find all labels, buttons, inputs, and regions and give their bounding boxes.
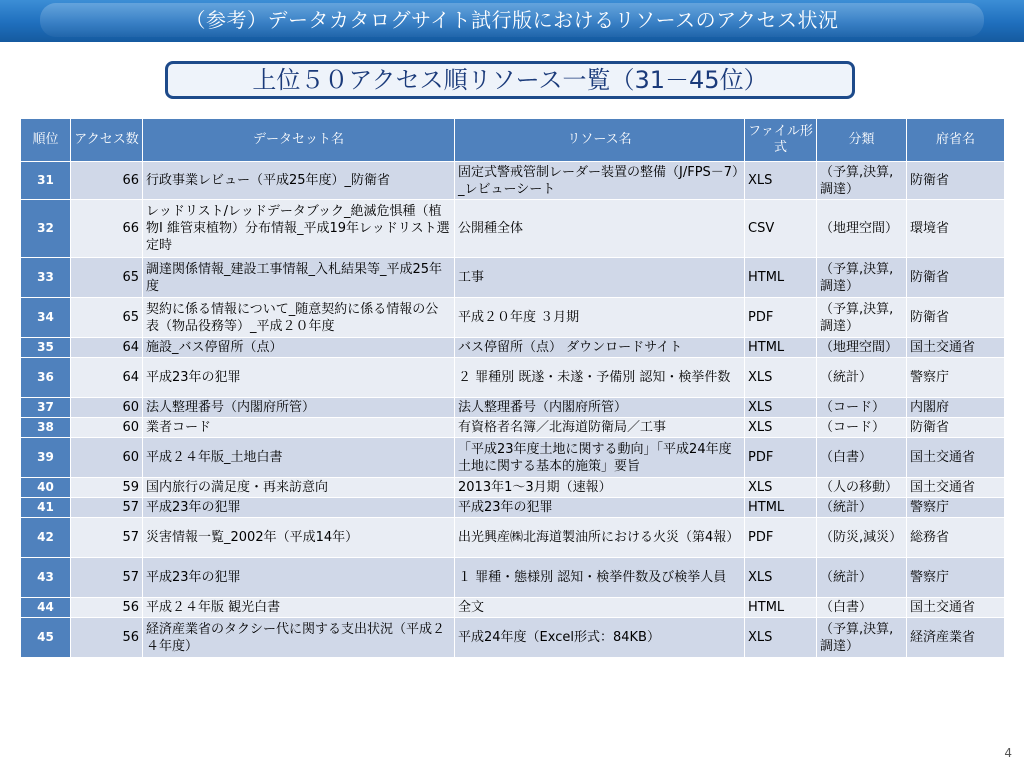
- category-cell: （コード）: [817, 398, 907, 418]
- resource-name-cell: 公開種全体: [455, 200, 745, 258]
- file-format-cell: XLS: [745, 358, 817, 398]
- file-format-cell: XLS: [745, 558, 817, 598]
- category-cell: （地理空間）: [817, 200, 907, 258]
- access-count-cell: 59: [71, 478, 143, 498]
- table-row: [21, 258, 1005, 298]
- ministry-cell: 国土交通省: [907, 478, 1005, 498]
- page-number: 4: [1004, 746, 1012, 760]
- dataset-name-cell: 災害情報一覧_2002年（平成14年）: [143, 518, 455, 558]
- resource-name-cell: 「平成23年度土地に関する動向」「平成24年度土地に関する基本的施策」要旨: [455, 438, 745, 478]
- column-header-rank: 順位: [21, 119, 71, 162]
- dataset-name-cell: 平成２４年版_土地白書: [143, 438, 455, 478]
- dataset-name-cell: 国内旅行の満足度・再来訪意向: [143, 478, 455, 498]
- rank-cell: 45: [21, 618, 71, 658]
- file-format-cell: XLS: [745, 162, 817, 200]
- rank-cell: 44: [21, 598, 71, 618]
- ministry-cell: 環境省: [907, 200, 1005, 258]
- table-header-row: [21, 119, 1005, 162]
- file-format-cell: XLS: [745, 618, 817, 658]
- column-header-access: アクセス数: [71, 119, 143, 162]
- dataset-name-cell: 平成23年の犯罪: [143, 558, 455, 598]
- category-cell: （統計）: [817, 358, 907, 398]
- resource-name-cell: 平成２０年度 ３月期: [455, 298, 745, 338]
- dataset-name-cell: 経済産業省のタクシー代に関する支出状況（平成２４年度）: [143, 618, 455, 658]
- ministry-cell: 防衛省: [907, 258, 1005, 298]
- ministry-cell: 警察庁: [907, 358, 1005, 398]
- table-row: [21, 358, 1005, 398]
- dataset-name-cell: 業者コード: [143, 418, 455, 438]
- dataset-name-cell: 法人整理番号（内閣府所管）: [143, 398, 455, 418]
- column-header-category: 分類: [817, 119, 907, 162]
- rank-cell: 40: [21, 478, 71, 498]
- access-count-cell: 65: [71, 298, 143, 338]
- category-cell: （地理空間）: [817, 338, 907, 358]
- resource-name-cell: 出光興産㈱北海道製油所における火災（第4報）: [455, 518, 745, 558]
- access-count-cell: 57: [71, 558, 143, 598]
- dataset-name-cell: 平成２４年版 観光白書: [143, 598, 455, 618]
- category-cell: （防災,減災）: [817, 518, 907, 558]
- category-cell: （予算,決算,調達）: [817, 298, 907, 338]
- file-format-cell: HTML: [745, 498, 817, 518]
- access-count-cell: 60: [71, 398, 143, 418]
- file-format-cell: HTML: [745, 258, 817, 298]
- resource-name-cell: 全文: [455, 598, 745, 618]
- access-count-cell: 64: [71, 358, 143, 398]
- rank-cell: 39: [21, 438, 71, 478]
- table-row: [21, 558, 1005, 598]
- category-cell: （白書）: [817, 438, 907, 478]
- file-format-cell: CSV: [745, 200, 817, 258]
- ministry-cell: 防衛省: [907, 298, 1005, 338]
- category-cell: （統計）: [817, 498, 907, 518]
- resource-name-cell: 2013年1～3月期（速報）: [455, 478, 745, 498]
- column-header-dataset: データセット名: [143, 119, 455, 162]
- file-format-cell: HTML: [745, 338, 817, 358]
- resource-name-cell: ２ 罪種別 既遂・未遂・予備別 認知・検挙件数: [455, 358, 745, 398]
- access-count-cell: 66: [71, 200, 143, 258]
- resource-name-cell: バス停留所（点） ダウンロードサイト: [455, 338, 745, 358]
- category-cell: （予算,決算,調達）: [817, 162, 907, 200]
- access-count-cell: 64: [71, 338, 143, 358]
- access-count-cell: 66: [71, 162, 143, 200]
- table-row: [21, 498, 1005, 518]
- rank-cell: 38: [21, 418, 71, 438]
- access-count-cell: 60: [71, 438, 143, 478]
- access-count-cell: 65: [71, 258, 143, 298]
- resource-name-cell: 法人整理番号（内閣府所管）: [455, 398, 745, 418]
- dataset-name-cell: 調達関係情報_建設工事情報_入札結果等_平成25年度: [143, 258, 455, 298]
- table-row: [21, 598, 1005, 618]
- dataset-name-cell: 契約に係る情報について_随意契約に係る情報の公表（物品役務等）_平成２０年度: [143, 298, 455, 338]
- access-count-cell: 60: [71, 418, 143, 438]
- ministry-cell: 警察庁: [907, 498, 1005, 518]
- resource-table: [20, 118, 1005, 658]
- column-header-resource: リソース名: [455, 119, 745, 162]
- access-count-cell: 56: [71, 618, 143, 658]
- rank-cell: 32: [21, 200, 71, 258]
- rank-cell: 35: [21, 338, 71, 358]
- page-title: （参考）データカタログサイト試行版におけるリソースのアクセス状況: [40, 3, 984, 37]
- rank-cell: 33: [21, 258, 71, 298]
- ministry-cell: 経済産業省: [907, 618, 1005, 658]
- category-cell: （白書）: [817, 598, 907, 618]
- category-cell: （予算,決算,調達）: [817, 258, 907, 298]
- rank-cell: 36: [21, 358, 71, 398]
- table-row: [21, 298, 1005, 338]
- rank-cell: 41: [21, 498, 71, 518]
- file-format-cell: HTML: [745, 598, 817, 618]
- file-format-cell: XLS: [745, 398, 817, 418]
- resource-name-cell: 有資格者名簿／北海道防衛局／工事: [455, 418, 745, 438]
- ministry-cell: 総務省: [907, 518, 1005, 558]
- table-row: [21, 518, 1005, 558]
- access-count-cell: 56: [71, 598, 143, 618]
- dataset-name-cell: 行政事業レビュー（平成25年度）_防衛省: [143, 162, 455, 200]
- ministry-cell: 防衛省: [907, 418, 1005, 438]
- table-row: [21, 338, 1005, 358]
- rank-cell: 31: [21, 162, 71, 200]
- rank-cell: 43: [21, 558, 71, 598]
- dataset-name-cell: 平成23年の犯罪: [143, 358, 455, 398]
- ministry-cell: 国土交通省: [907, 598, 1005, 618]
- column-header-ministry: 府省名: [907, 119, 1005, 162]
- file-format-cell: PDF: [745, 298, 817, 338]
- ministry-cell: 国土交通省: [907, 338, 1005, 358]
- table-subtitle: 上位５０アクセス順リソース一覧（31－45位）: [165, 61, 855, 99]
- category-cell: （統計）: [817, 558, 907, 598]
- ministry-cell: 防衛省: [907, 162, 1005, 200]
- ministry-cell: 国土交通省: [907, 438, 1005, 478]
- category-cell: （予算,決算,調達）: [817, 618, 907, 658]
- file-format-cell: XLS: [745, 478, 817, 498]
- file-format-cell: PDF: [745, 438, 817, 478]
- resource-name-cell: １ 罪種・態様別 認知・検挙件数及び検挙人員: [455, 558, 745, 598]
- resource-name-cell: 平成23年の犯罪: [455, 498, 745, 518]
- resource-name-cell: 平成24年度（Excel形式：84KB）: [455, 618, 745, 658]
- file-format-cell: XLS: [745, 418, 817, 438]
- ministry-cell: 警察庁: [907, 558, 1005, 598]
- rank-cell: 42: [21, 518, 71, 558]
- table-row: [21, 438, 1005, 478]
- table-row: [21, 398, 1005, 418]
- category-cell: （人の移動）: [817, 478, 907, 498]
- rank-cell: 34: [21, 298, 71, 338]
- ministry-cell: 内閣府: [907, 398, 1005, 418]
- table-row: [21, 162, 1005, 200]
- access-count-cell: 57: [71, 518, 143, 558]
- resource-name-cell: 工事: [455, 258, 745, 298]
- rank-cell: 37: [21, 398, 71, 418]
- table-row: [21, 618, 1005, 658]
- access-count-cell: 57: [71, 498, 143, 518]
- dataset-name-cell: 施設_バス停留所（点）: [143, 338, 455, 358]
- title-banner: [0, 0, 1024, 42]
- resource-name-cell: 固定式警戒管制レーダー装置の整備（J/FPS－7）_レビューシート: [455, 162, 745, 200]
- table-row: [21, 200, 1005, 258]
- dataset-name-cell: レッドリスト/レッドデータブック_絶滅危惧種（植物I 維管束植物）分布情報_平成19年レッドリスト選定時: [143, 200, 455, 258]
- column-header-format: ファイル形式: [745, 119, 817, 162]
- dataset-name-cell: 平成23年の犯罪: [143, 498, 455, 518]
- table-body: [21, 162, 1005, 658]
- table-row: [21, 418, 1005, 438]
- table-row: [21, 478, 1005, 498]
- category-cell: （コード）: [817, 418, 907, 438]
- file-format-cell: PDF: [745, 518, 817, 558]
